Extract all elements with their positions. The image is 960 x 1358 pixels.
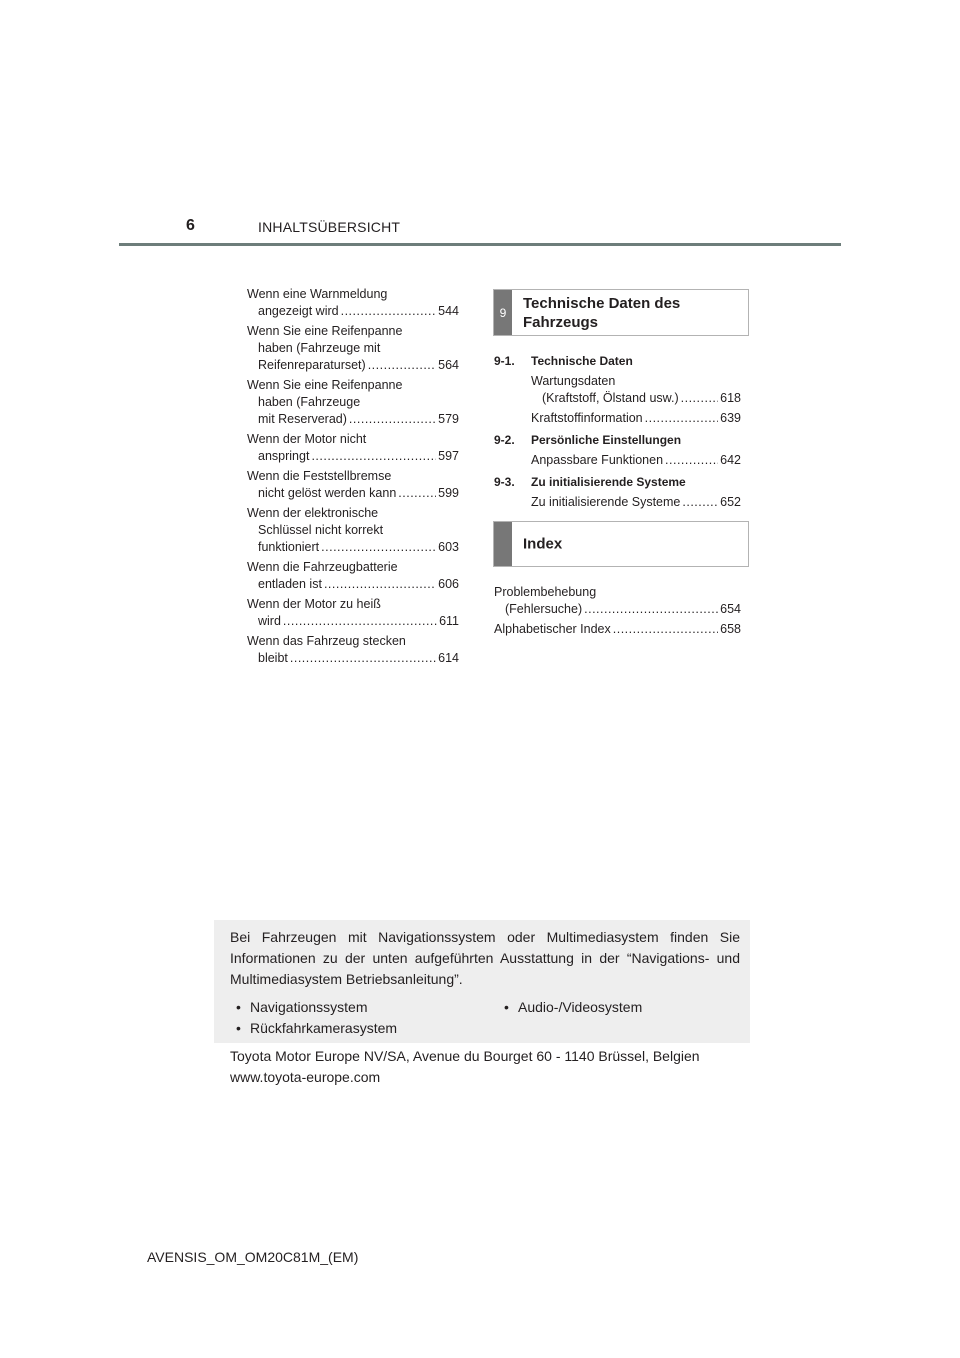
toc-entry-text: anspringt xyxy=(258,449,310,463)
subsection-number: 9-3. xyxy=(494,475,515,489)
toc-entry-text: Wenn Sie eine Reifenpanne xyxy=(247,378,403,392)
toc-entry-text: nicht gelöst werden kann xyxy=(258,486,397,500)
subsection-title: Persönliche Einstellungen xyxy=(531,433,682,447)
subsection-title: Technische Daten xyxy=(531,354,633,368)
toc-entry-text: Schlüssel nicht korrekt xyxy=(258,523,384,537)
toc-entry-text: Anpassbare Funktionen xyxy=(531,453,664,467)
bullet-label: Audio-/Videosystem xyxy=(518,999,643,1015)
toc-entry-text: (Kraftstoff, Ölstand usw.) xyxy=(542,391,679,405)
dot-leader xyxy=(665,452,718,469)
section-title-line: Fahrzeugs xyxy=(523,313,599,331)
toc-page-number: 544 xyxy=(438,304,459,318)
toc-entry-text: Wenn die Fahrzeugbatterie xyxy=(247,560,398,574)
toc-page-number: 597 xyxy=(438,449,459,463)
toc-entry[interactable] xyxy=(247,286,459,320)
dot-leader xyxy=(645,410,719,427)
toc-entry-text: Zu initialisierende Systeme xyxy=(531,495,681,509)
section-title-line: Technische Daten des xyxy=(523,294,681,312)
toc-page-number: 618 xyxy=(720,391,741,405)
subsection-number: 9-2. xyxy=(494,433,515,447)
toc-page-number: 652 xyxy=(720,495,741,509)
toc-entry-text: Wartungsdaten xyxy=(531,374,616,388)
section-title: Index xyxy=(523,535,563,553)
bullet-item xyxy=(236,997,368,1018)
subsection xyxy=(494,353,741,427)
bullet-item xyxy=(236,1018,397,1039)
navigation-notice-box xyxy=(214,920,750,1043)
dot-leader xyxy=(398,485,436,502)
toc-page-number: 614 xyxy=(438,651,459,665)
notice-text: Bei Fahrzeugen mit Navigationssystem oder Multimediasystem finden Sie Informationen zu der unten aufgeführten Ausstattung in der “Navigations- und Multimediasystem Betriebsanleitung”. xyxy=(230,929,740,987)
toc-entry-text: Kraftstoffinformation xyxy=(531,411,643,425)
bullet-icon: • xyxy=(236,1020,241,1036)
dot-leader xyxy=(290,650,436,667)
toc-entry[interactable] xyxy=(247,596,459,630)
toc-entry-text: Wenn Sie eine Reifenpanne xyxy=(247,324,403,338)
subsection xyxy=(494,432,741,469)
toc-entry-text: entladen ist xyxy=(258,577,322,591)
toc-entry-text: Alphabetischer Index xyxy=(494,622,611,636)
toc-page-number: 606 xyxy=(438,577,459,591)
toc-entry[interactable] xyxy=(494,584,741,618)
toc-entry[interactable] xyxy=(247,559,459,593)
toc-entry-text: Reifenreparaturset) xyxy=(258,358,366,372)
toc-entry[interactable] xyxy=(247,377,459,428)
toc-entry-text: haben (Fahrzeuge mit xyxy=(258,341,381,355)
toc-entry[interactable] xyxy=(247,323,459,374)
toc-page-number: 599 xyxy=(438,486,459,500)
subsection-heading[interactable] xyxy=(494,432,741,449)
dot-leader xyxy=(682,494,718,511)
toc-entry[interactable] xyxy=(531,452,741,469)
toc-entry-text: Wenn der elektronische xyxy=(247,506,379,520)
toc-page-number: 611 xyxy=(439,614,459,628)
dot-leader xyxy=(341,303,437,320)
bullet-label: Rückfahrkamerasystem xyxy=(250,1020,398,1036)
header-divider xyxy=(119,243,841,246)
publisher-address xyxy=(230,1046,740,1088)
bullet-label: Navigationssystem xyxy=(250,999,368,1015)
dot-leader xyxy=(584,601,718,618)
toc-entry-text: haben (Fahrzeuge xyxy=(258,395,361,409)
subsection-heading[interactable] xyxy=(494,353,741,370)
dot-leader xyxy=(681,390,719,407)
website-link[interactable]: www.toyota-europe.com xyxy=(230,1069,381,1085)
toc-page-number: 603 xyxy=(438,540,459,554)
notice-bullet-list xyxy=(230,997,740,1039)
toc-entry-text: Wenn der Motor zu heiß xyxy=(247,597,381,611)
dot-leader xyxy=(613,621,718,638)
bullet-item xyxy=(504,997,642,1018)
toc-entry-text: mit Reserverad) xyxy=(258,412,347,426)
toc-entry-text: wird xyxy=(258,614,281,628)
toc-entry[interactable] xyxy=(247,505,459,556)
document-code: AVENSIS_OM_OM20C81M_(EM) xyxy=(147,1249,359,1265)
section-tab: 9 xyxy=(494,290,512,335)
toc-index-list xyxy=(494,584,741,641)
toc-entry[interactable] xyxy=(531,410,741,427)
page-number: 6 xyxy=(186,217,195,234)
toc-page-number: 579 xyxy=(438,412,459,426)
toc-entry[interactable] xyxy=(494,621,741,638)
toc-page-number: 658 xyxy=(720,622,741,636)
dot-leader xyxy=(349,411,436,428)
subsection-title: Zu initialisierende Systeme xyxy=(531,475,686,489)
dot-leader xyxy=(324,576,436,593)
subsection-number: 9-1. xyxy=(494,354,515,368)
toc-page-number: 639 xyxy=(720,411,741,425)
toc-page-number: 654 xyxy=(720,602,741,616)
section-tab xyxy=(494,522,512,566)
toc-entry-text: Wenn der Motor nicht xyxy=(247,432,367,446)
dot-leader xyxy=(321,539,436,556)
toc-entry-text: Problembehebung xyxy=(494,585,597,599)
toc-entry[interactable] xyxy=(247,468,459,502)
section-9-header[interactable] xyxy=(493,289,749,336)
toc-entry[interactable] xyxy=(247,431,459,465)
toc-page-number: 564 xyxy=(438,358,459,372)
toc-entry[interactable] xyxy=(531,373,741,407)
dot-leader xyxy=(368,357,436,374)
toc-entry-text: funktioniert xyxy=(258,540,320,554)
bullet-icon: • xyxy=(504,999,509,1015)
section-title xyxy=(523,294,680,332)
toc-entry-text: Wenn die Feststellbremse xyxy=(247,469,392,483)
toc-page-number: 642 xyxy=(720,453,741,467)
toc-entry[interactable] xyxy=(247,633,459,667)
toc-entry-text: Wenn eine Warnmeldung xyxy=(247,287,388,301)
address-line: Toyota Motor Europe NV/SA, Avenue du Bourget 60 - 1140 Brüssel, Belgien xyxy=(230,1048,700,1064)
subsection-heading[interactable] xyxy=(494,474,741,491)
index-section-header[interactable] xyxy=(493,521,749,567)
bullet-icon: • xyxy=(236,999,241,1015)
toc-entry-text: angezeigt wird xyxy=(258,304,339,318)
toc-entry-text: (Fehlersuche) xyxy=(505,602,583,616)
toc-entry-text: Wenn das Fahrzeug stecken xyxy=(247,634,406,648)
toc-entry[interactable] xyxy=(531,494,741,511)
dot-leader xyxy=(283,613,437,630)
dot-leader xyxy=(311,448,436,465)
page-title: INHALTSÜBERSICHT xyxy=(258,219,401,235)
toc-entry-text: bleibt xyxy=(258,651,288,665)
toc-left-column xyxy=(247,286,459,670)
toc-section-9-list xyxy=(494,353,741,516)
subsection xyxy=(494,474,741,511)
